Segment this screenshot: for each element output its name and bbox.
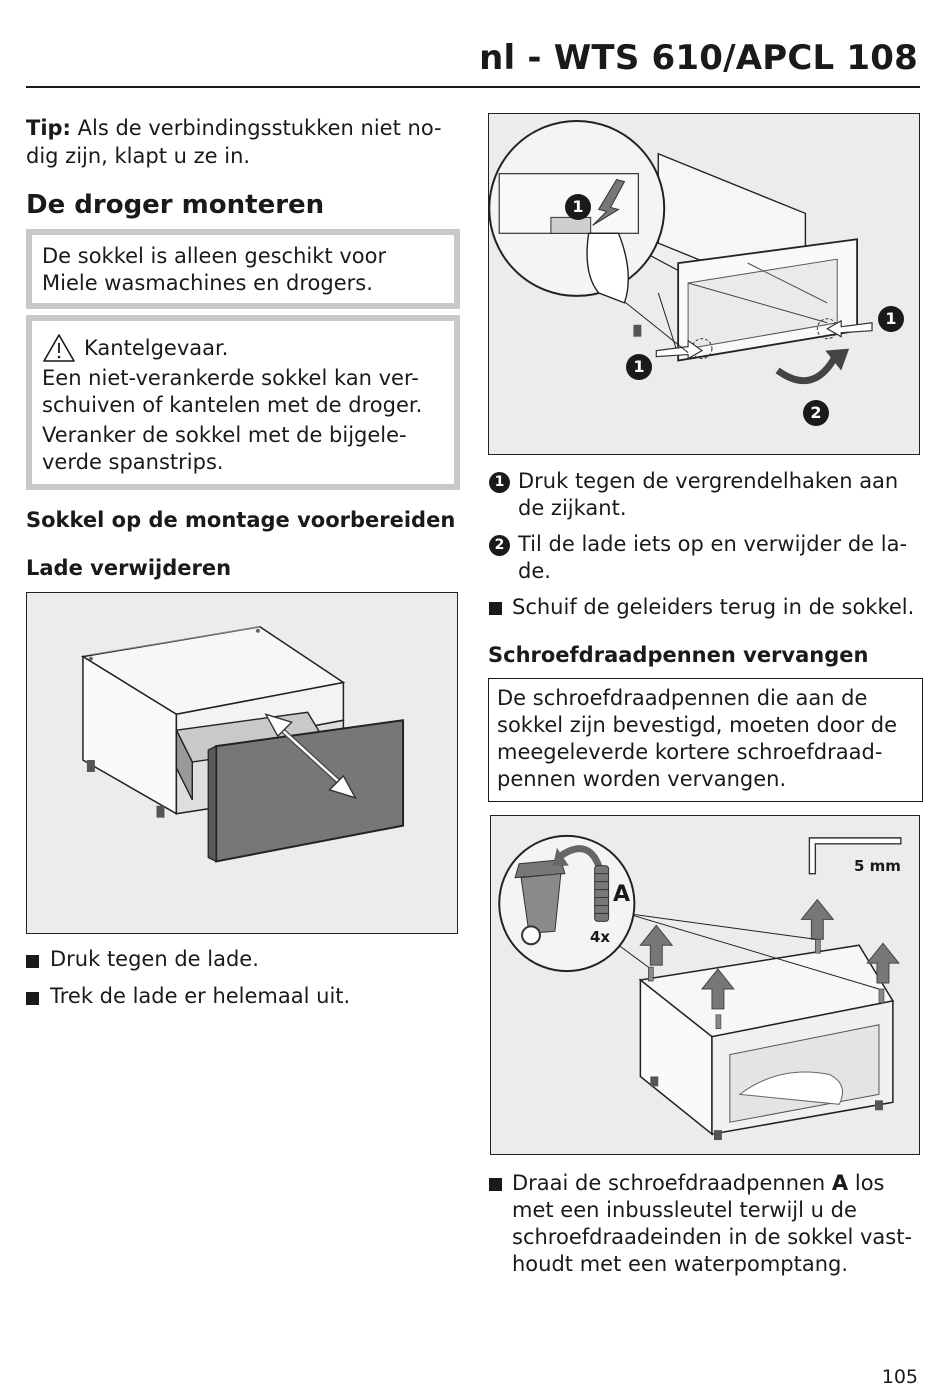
callout-1-magnifier: 1 xyxy=(565,194,591,220)
note-box xyxy=(26,229,460,309)
drawer-hooks-illustration xyxy=(489,114,919,454)
step-1-line-2: de zijkant. xyxy=(518,496,627,520)
warning-title: Kantelgevaar. xyxy=(84,335,229,360)
bullet-marker xyxy=(26,992,39,1005)
page-number: 105 xyxy=(881,1366,918,1388)
threaded-box-line-3: meegeleverde kortere schroefdraad- xyxy=(497,740,883,764)
figure-label-tool: 5 mm xyxy=(854,857,901,875)
threaded-step-line-2: met een inbussleutel terwijl u de xyxy=(512,1198,857,1222)
note-line-1: De sokkel is alleen geschikt voor xyxy=(42,244,387,268)
figure-label-a: A xyxy=(613,882,631,907)
step-1-text xyxy=(518,468,898,522)
step-2-line-2: de. xyxy=(518,559,551,583)
threaded-step-bold: A xyxy=(831,1171,849,1195)
header-divider xyxy=(26,86,920,88)
threaded-box-line-4: pennen worden vervangen. xyxy=(497,767,787,791)
warning-line-2: schuiven of kantelen met de droger. xyxy=(42,393,423,417)
callout-2-lift: 2 xyxy=(803,400,829,426)
warning-triangle-icon xyxy=(42,333,76,363)
threaded-step xyxy=(512,1170,922,1278)
drawer-hooks-figure xyxy=(488,113,920,455)
subsection-title: Sokkel op de montage voorbereiden xyxy=(26,508,456,532)
callout-1-left-hook: 1 xyxy=(626,354,652,380)
warning-box xyxy=(26,315,460,490)
section-title: De droger monteren xyxy=(26,190,325,220)
page-header-title: nl - WTS 610/APCL 108 xyxy=(479,38,918,78)
warning-line-1: Een niet-verankerde sokkel kan ver- xyxy=(42,366,419,390)
threaded-box-line-1: De schroefdraadpennen die aan de xyxy=(497,686,868,710)
callout-1-right-hook: 1 xyxy=(878,306,904,332)
bullet-marker xyxy=(489,602,502,615)
warning-line-3: Veranker de sokkel met de bijgele- xyxy=(42,423,407,447)
threaded-step-line-4: houdt met een waterpomptang. xyxy=(512,1252,849,1276)
threaded-step-post: los xyxy=(848,1171,885,1195)
note-line-2: Miele wasmachines en drogers. xyxy=(42,271,373,295)
bullet-marker xyxy=(26,955,39,968)
threaded-step-line-3: schroefdraadeinden in de sokkel vast- xyxy=(512,1225,913,1249)
tip-paragraph xyxy=(26,114,456,170)
drawer-step-1: Druk tegen de lade. xyxy=(50,947,259,971)
step-1-line-1: Druk tegen de vergrendelhaken aan xyxy=(518,469,899,493)
step-3-text: Schuif de geleiders terug in de sokkel. xyxy=(512,595,915,619)
step-2-number: 2 xyxy=(489,535,510,556)
warning-line-4: verde spanstrips. xyxy=(42,450,224,474)
tip-text-1: Als de verbindingsstukken niet no- xyxy=(70,116,442,140)
drawer-section-title: Lade verwijderen xyxy=(26,556,232,580)
tip-label: Tip: xyxy=(26,116,71,140)
threaded-box-line-2: sokkel zijn bevestigd, moeten door de xyxy=(497,713,898,737)
drawer-removal-illustration xyxy=(27,593,457,933)
step-2-text xyxy=(518,531,907,585)
drawer-removal-figure xyxy=(26,592,458,934)
step-2-line-1: Til de lade iets op en verwijder de la- xyxy=(518,532,908,556)
figure-label-count: 4x xyxy=(590,928,611,946)
tip-text-2: dig zijn, klapt u ze in. xyxy=(26,144,251,168)
bullet-marker xyxy=(489,1178,502,1191)
drawer-step-2: Trek de lade er helemaal uit. xyxy=(50,984,351,1008)
threaded-info-box xyxy=(488,678,923,802)
threaded-section-title: Schroefdraadpennen vervangen xyxy=(488,643,869,667)
threaded-step-pre: Draai de schroefdraadpennen xyxy=(512,1171,832,1195)
step-1-number: 1 xyxy=(489,472,510,493)
